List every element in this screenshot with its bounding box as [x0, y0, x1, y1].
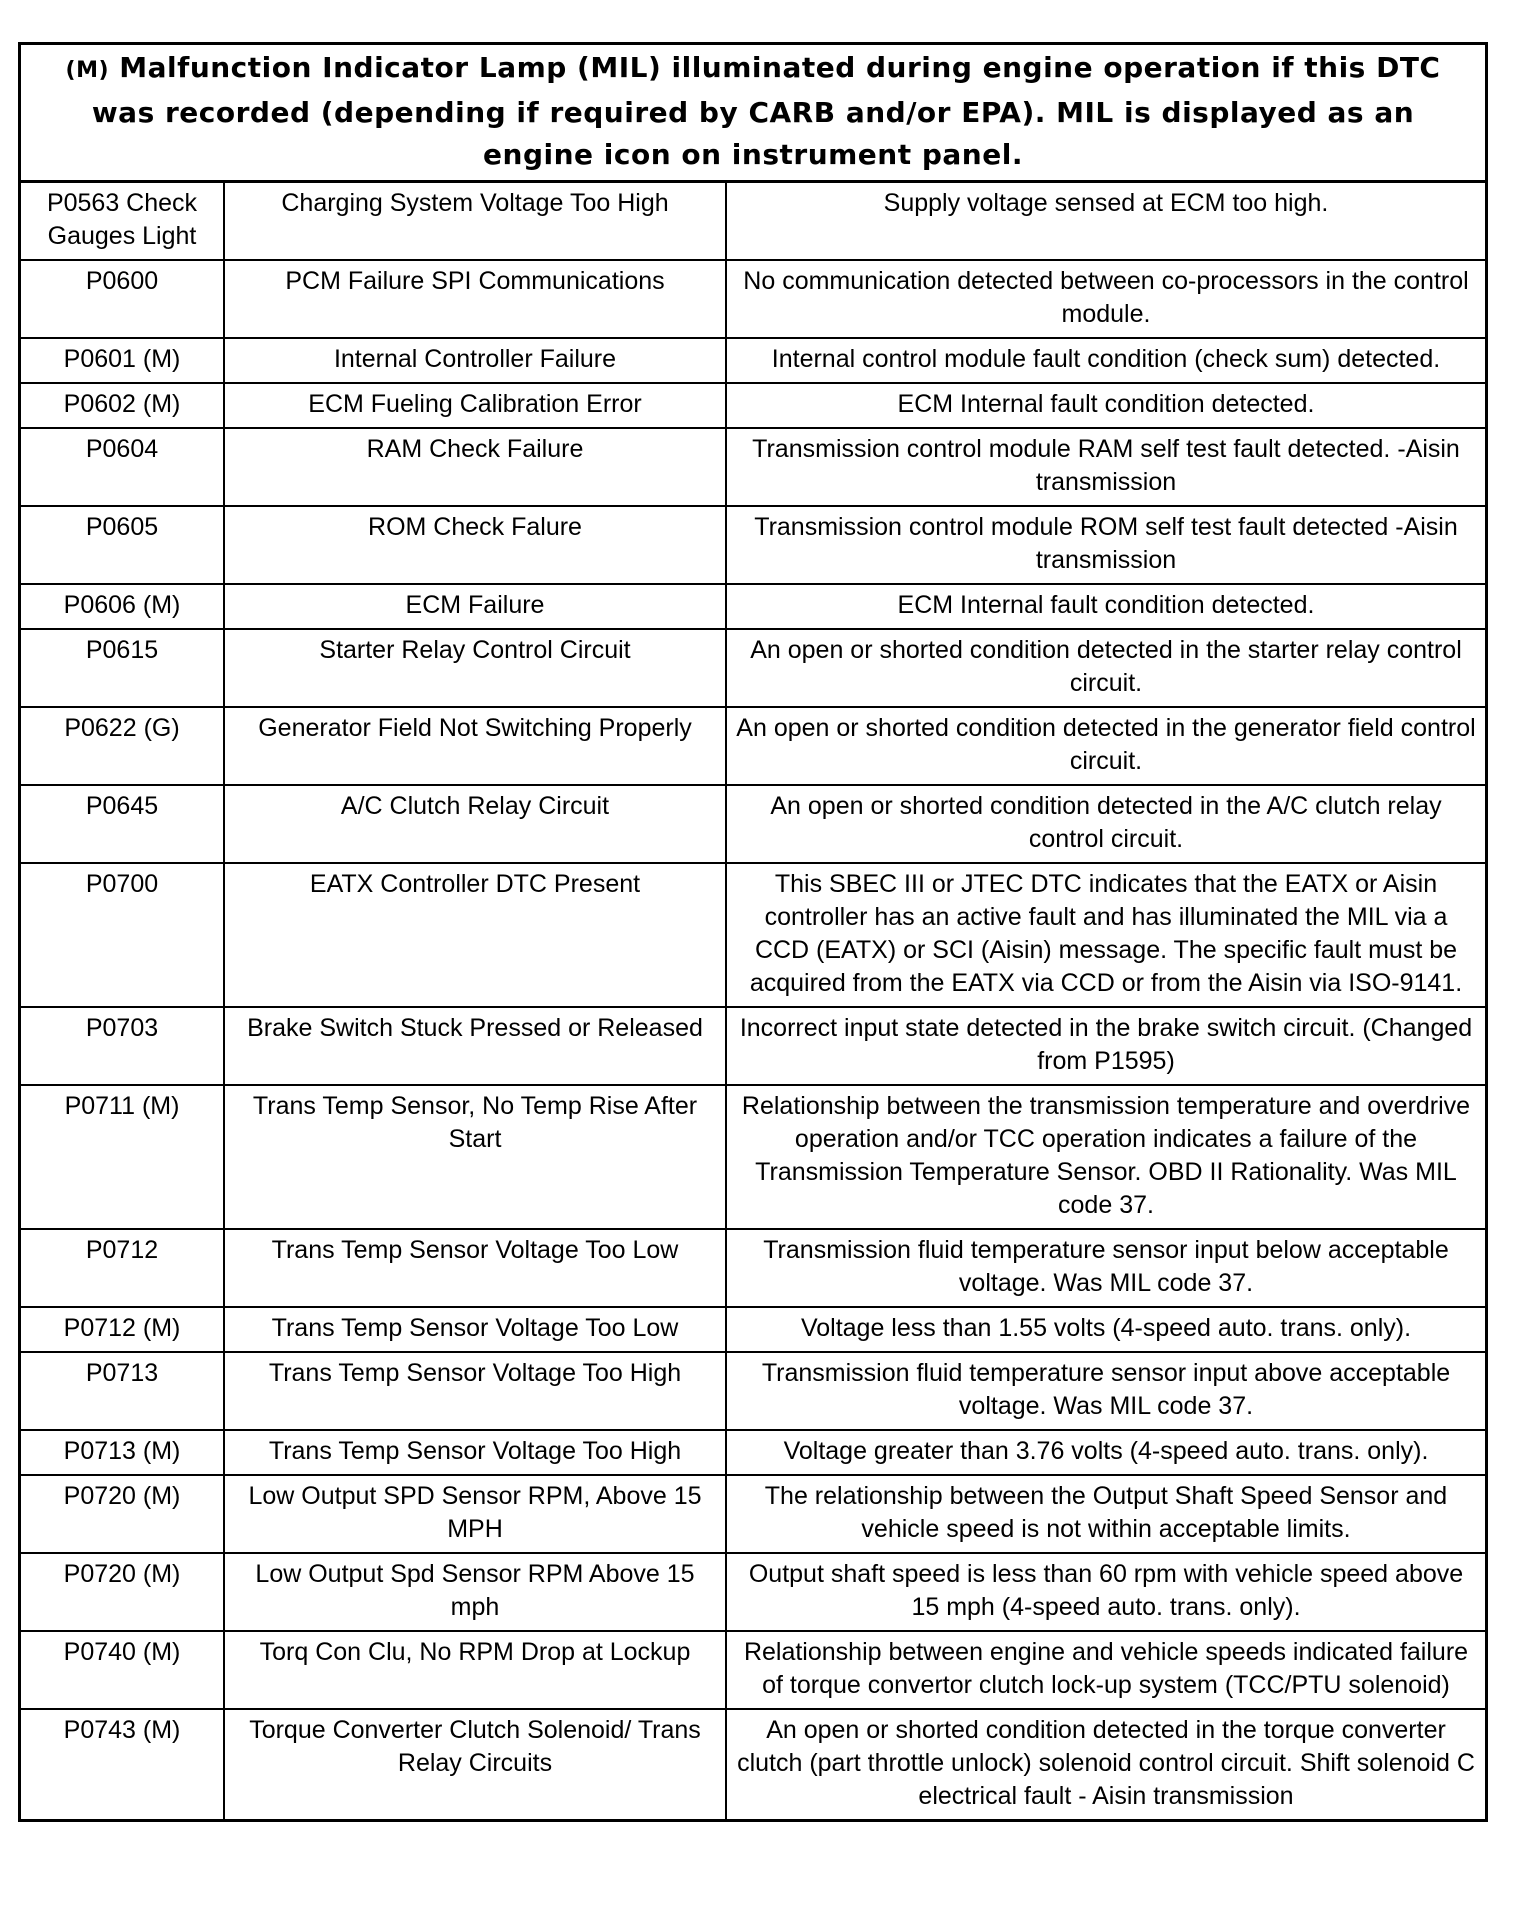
- dtc-name: Internal Controller Failure: [224, 338, 726, 383]
- table-row: [21, 1007, 1485, 1085]
- dtc-description: ECM Internal fault condition detected.: [726, 584, 1485, 629]
- dtc-code: P0700: [21, 863, 224, 1007]
- table-row: [21, 1553, 1485, 1631]
- table-row: [21, 183, 1485, 260]
- dtc-code: P0645: [21, 785, 224, 863]
- dtc-name: ECM Fueling Calibration Error: [224, 383, 726, 428]
- dtc-description: An open or shorted condition detected in the torque converter clutch (part throttle unlock) solenoid control circuit. Shift solenoid C electrical fault - Aisin transmission: [726, 1709, 1485, 1819]
- table-row: [21, 863, 1485, 1007]
- dtc-code: P0563 Check Gauges Light: [21, 183, 224, 260]
- dtc-code: P0600: [21, 260, 224, 338]
- dtc-name: Trans Temp Sensor Voltage Too Low: [224, 1307, 726, 1352]
- dtc-name: ECM Failure: [224, 584, 726, 629]
- dtc-code: P0605: [21, 506, 224, 584]
- table-row: [21, 1229, 1485, 1307]
- table-row: [21, 1430, 1485, 1475]
- dtc-code: P0606 (M): [21, 584, 224, 629]
- dtc-description: Transmission fluid temperature sensor input above acceptable voltage. Was MIL code 37.: [726, 1352, 1485, 1430]
- dtc-description: Transmission control module RAM self test fault detected. -Aisin transmission: [726, 428, 1485, 506]
- dtc-code: P0713 (M): [21, 1430, 224, 1475]
- dtc-table-body: [21, 183, 1485, 1819]
- dtc-name: Low Output Spd Sensor RPM Above 15 mph: [224, 1553, 726, 1631]
- table-row: [21, 428, 1485, 506]
- dtc-code: P0601 (M): [21, 338, 224, 383]
- dtc-name: EATX Controller DTC Present: [224, 863, 726, 1007]
- dtc-code: P0615: [21, 629, 224, 707]
- dtc-description: Internal control module fault condition (check sum) detected.: [726, 338, 1485, 383]
- table-row: [21, 383, 1485, 428]
- mil-header: [21, 45, 1485, 183]
- table-row: [21, 1709, 1485, 1819]
- dtc-description: An open or shorted condition detected in the starter relay control circuit.: [726, 629, 1485, 707]
- dtc-name: Charging System Voltage Too High: [224, 183, 726, 260]
- dtc-name: A/C Clutch Relay Circuit: [224, 785, 726, 863]
- dtc-name: Trans Temp Sensor Voltage Too High: [224, 1430, 726, 1475]
- dtc-name: Trans Temp Sensor Voltage Too High: [224, 1352, 726, 1430]
- dtc-name: Torq Con Clu, No RPM Drop at Lockup: [224, 1631, 726, 1709]
- dtc-name: PCM Failure SPI Communications: [224, 260, 726, 338]
- dtc-code: P0720 (M): [21, 1553, 224, 1631]
- dtc-code: P0602 (M): [21, 383, 224, 428]
- dtc-description: No communication detected between co-processors in the control module.: [726, 260, 1485, 338]
- dtc-code: P0604: [21, 428, 224, 506]
- dtc-name: RAM Check Failure: [224, 428, 726, 506]
- table-row: [21, 506, 1485, 584]
- dtc-table: [21, 183, 1485, 1819]
- dtc-code: P0712 (M): [21, 1307, 224, 1352]
- dtc-description: Relationship between engine and vehicle speeds indicated failure of torque convertor clutch lock-up system (TCC/PTU solenoid): [726, 1631, 1485, 1709]
- dtc-code: P0740 (M): [21, 1631, 224, 1709]
- dtc-code: P0720 (M): [21, 1475, 224, 1553]
- dtc-description: The relationship between the Output Shaft Speed Sensor and vehicle speed is not within acceptable limits.: [726, 1475, 1485, 1553]
- mil-header-text: Malfunction Indicator Lamp (MIL) illuminated during engine operation if this DTC was recorded (depending if required by CARB and/or EPA). MIL is displayed as an engine icon on instrument panel.: [91, 51, 1441, 171]
- mil-tag: (M): [65, 58, 110, 83]
- table-row: [21, 260, 1485, 338]
- table-row: [21, 1352, 1485, 1430]
- dtc-description: Relationship between the transmission temperature and overdrive operation and/or TCC operation indicates a failure of the Transmission Temperature Sensor. OBD II Rationality. Was MIL code 37.: [726, 1085, 1485, 1229]
- dtc-name: ROM Check Falure: [224, 506, 726, 584]
- dtc-code: P0711 (M): [21, 1085, 224, 1229]
- dtc-code: P0712: [21, 1229, 224, 1307]
- table-row: [21, 1307, 1485, 1352]
- table-row: [21, 707, 1485, 785]
- dtc-name: Generator Field Not Switching Properly: [224, 707, 726, 785]
- table-row: [21, 1631, 1485, 1709]
- table-row: [21, 338, 1485, 383]
- dtc-description: This SBEC III or JTEC DTC indicates that the EATX or Aisin controller has an active fault and has illuminated the MIL via a CCD (EATX) or SCI (Aisin) message. The specific fault must be acquired from the EATX via CCD or from the Aisin via ISO-9141.: [726, 863, 1485, 1007]
- dtc-description: Incorrect input state detected in the brake switch circuit. (Changed from P1595): [726, 1007, 1485, 1085]
- dtc-description: ECM Internal fault condition detected.: [726, 383, 1485, 428]
- dtc-description: Voltage greater than 3.76 volts (4-speed auto. trans. only).: [726, 1430, 1485, 1475]
- dtc-name: Brake Switch Stuck Pressed or Released: [224, 1007, 726, 1085]
- dtc-description: An open or shorted condition detected in the generator field control circuit.: [726, 707, 1485, 785]
- table-row: [21, 629, 1485, 707]
- dtc-name: Trans Temp Sensor, No Temp Rise After Start: [224, 1085, 726, 1229]
- dtc-code: P0703: [21, 1007, 224, 1085]
- dtc-name: Starter Relay Control Circuit: [224, 629, 726, 707]
- table-row: [21, 1085, 1485, 1229]
- dtc-code: P0743 (M): [21, 1709, 224, 1819]
- dtc-description: Output shaft speed is less than 60 rpm with vehicle speed above 15 mph (4-speed auto. trans. only).: [726, 1553, 1485, 1631]
- table-row: [21, 785, 1485, 863]
- dtc-description: Supply voltage sensed at ECM too high.: [726, 183, 1485, 260]
- dtc-description: Voltage less than 1.55 volts (4-speed auto. trans. only).: [726, 1307, 1485, 1352]
- dtc-name: Low Output SPD Sensor RPM, Above 15 MPH: [224, 1475, 726, 1553]
- dtc-code: P0713: [21, 1352, 224, 1430]
- dtc-code: P0622 (G): [21, 707, 224, 785]
- dtc-document: [18, 42, 1488, 1822]
- dtc-description: An open or shorted condition detected in the A/C clutch relay control circuit.: [726, 785, 1485, 863]
- dtc-name: Torque Converter Clutch Solenoid/ Trans Relay Circuits: [224, 1709, 726, 1819]
- dtc-name: Trans Temp Sensor Voltage Too Low: [224, 1229, 726, 1307]
- dtc-description: Transmission control module ROM self test fault detected -Aisin transmission: [726, 506, 1485, 584]
- table-row: [21, 1475, 1485, 1553]
- table-row: [21, 584, 1485, 629]
- dtc-description: Transmission fluid temperature sensor input below acceptable voltage. Was MIL code 37.: [726, 1229, 1485, 1307]
